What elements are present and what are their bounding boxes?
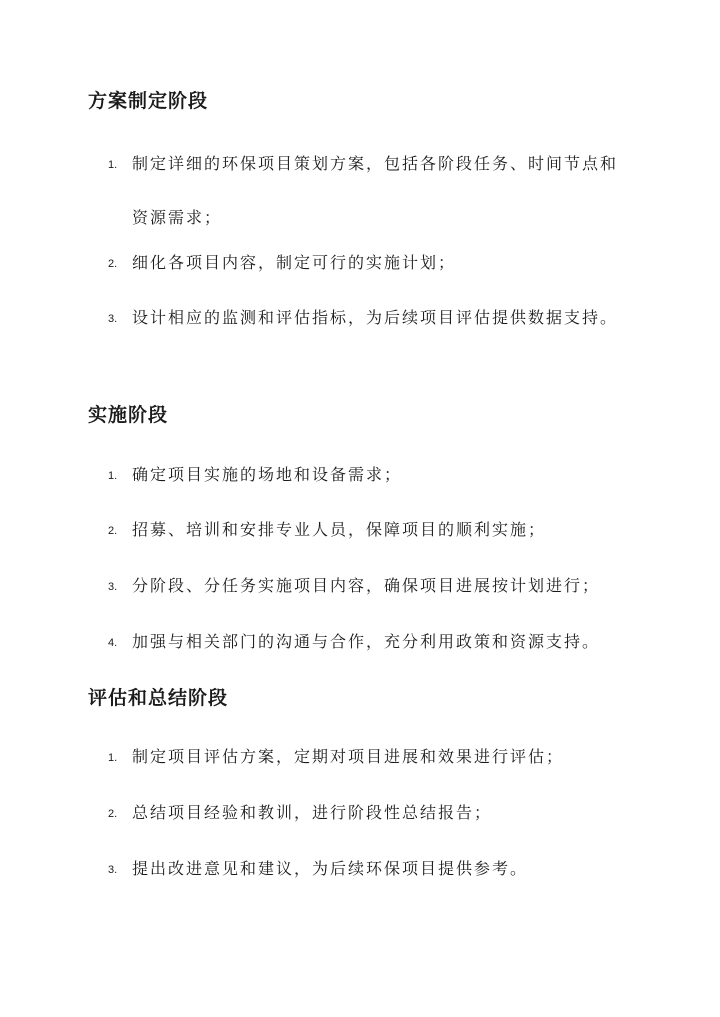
- list-number: 3.: [108, 313, 118, 325]
- section-heading: 方案制定阶段: [88, 90, 209, 112]
- list-text: 制定项目评估方案，定期对项目进展和效果进行评估；: [132, 747, 565, 766]
- list-text: 总结项目经验和教训，进行阶段性总结报告；: [132, 803, 493, 822]
- list-text: 制定详细的环保项目策划方案，包括各阶段任务、时间节点和资源需求；: [132, 154, 619, 227]
- list-text: 设计相应的监测和评估指标，为后续项目评估提供数据支持。: [132, 308, 619, 327]
- list-number: 2.: [108, 525, 118, 537]
- section-heading: 实施阶段: [88, 404, 169, 426]
- list-text: 提出改进意见和建议，为后续环保项目提供参考。: [132, 859, 529, 878]
- list-number: 3.: [108, 581, 118, 593]
- list-text: 加强与相关部门的沟通与合作，充分利用政策和资源支持。: [132, 632, 601, 651]
- list-text: 细化各项目内容，制定可行的实施计划；: [132, 253, 457, 272]
- list-number: 2.: [108, 258, 118, 270]
- list-number: 1.: [108, 752, 118, 764]
- list-text: 分阶段、分任务实施项目内容，确保项目进展按计划进行；: [132, 576, 601, 595]
- list-number: 4.: [108, 637, 118, 649]
- list-text: 确定项目实施的场地和设备需求；: [132, 465, 403, 484]
- list-number: 1.: [108, 159, 118, 171]
- list-text: 招募、培训和安排专业人员，保障项目的顺利实施；: [132, 520, 547, 539]
- section-heading: 评估和总结阶段: [88, 687, 229, 709]
- list-number: 3.: [108, 864, 118, 876]
- list-number: 1.: [108, 470, 118, 482]
- list-number: 2.: [108, 808, 118, 820]
